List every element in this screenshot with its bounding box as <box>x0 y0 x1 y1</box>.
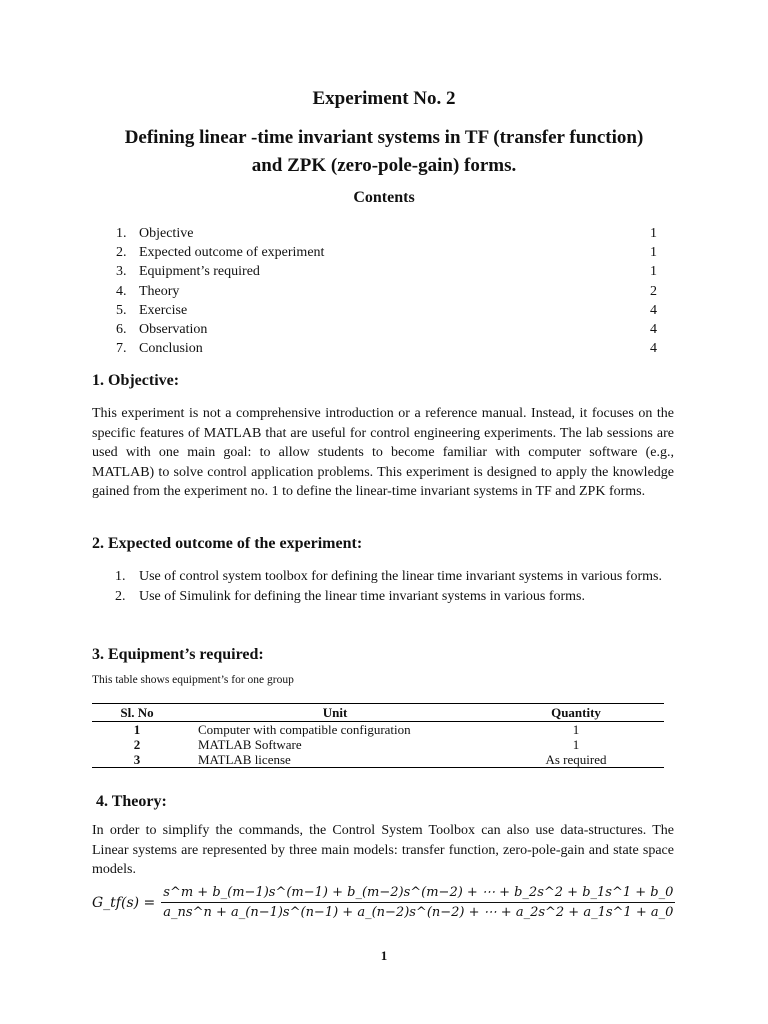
toc-item-label: Observation <box>139 322 208 338</box>
list-item <box>115 568 675 587</box>
list-item-number: 1. <box>115 569 126 584</box>
toc-item-label: Exercise <box>139 302 188 318</box>
cell-quantity: As required <box>488 752 664 768</box>
theory-heading: 4. Theory: <box>96 793 167 810</box>
toc-item-number: 6. <box>116 322 127 338</box>
toc-item-page: 4 <box>650 341 657 357</box>
toc-item-page: 4 <box>650 322 657 338</box>
experiment-title: Experiment No. 2 <box>312 88 456 109</box>
table-of-contents <box>116 224 657 359</box>
toc-item-label: Conclusion <box>139 341 203 357</box>
page-number: 1 <box>380 948 388 963</box>
toc-item-label: Objective <box>139 225 194 241</box>
toc-item-number: 2. <box>116 244 127 260</box>
toc-item-label: Theory <box>139 283 180 299</box>
toc-item-page: 2 <box>650 283 657 299</box>
cell-unit: MATLAB Software <box>198 737 302 752</box>
equation-fraction <box>161 885 675 920</box>
toc-item-number: 3. <box>116 264 127 280</box>
toc-item[interactable] <box>116 340 657 359</box>
table-row <box>92 722 664 738</box>
table-header-row <box>92 704 664 722</box>
equipment-table <box>92 703 664 768</box>
cell-slno: 3 <box>92 752 182 768</box>
toc-item-page: 4 <box>650 302 657 318</box>
equation-numerator: s^m + b_(m−1)s^(m−1) + b_(m−2)s^(m−2) + ⋯ + b_2s^2 + b_1s^1 + b_0 <box>161 885 675 903</box>
objective-heading: 1. Objective: <box>92 372 180 389</box>
equation-lhs: G_tf(s) = <box>92 894 156 911</box>
toc-item[interactable] <box>116 282 657 301</box>
objective-paragraph: This experiment is not a comprehensive introduction or a reference manual. Instead, it focuses on the specific features of MATLAB that are useful for control engineering experiments. The lab sessions are used with one main goal: to allow students to become familiar with computer software (e.g., MATLAB) to solve control application problems. This experiment is designed to apply the knowledge gained from the experiment no. 1 to define the linear-time invariant systems in TF and ZPK forms. <box>92 406 674 499</box>
column-header-quantity: Quantity <box>488 704 664 722</box>
toc-item-page: 1 <box>650 225 657 241</box>
toc-item[interactable] <box>116 263 657 282</box>
toc-item-label: Expected outcome of experiment <box>139 244 325 260</box>
toc-item-page: 1 <box>650 264 657 280</box>
toc-item[interactable] <box>116 301 657 320</box>
toc-item-page: 1 <box>650 244 657 260</box>
equipment-heading: 3. Equipment’s required: <box>92 646 264 663</box>
cell-quantity: 1 <box>572 737 580 752</box>
column-header-unit: Unit <box>182 704 488 722</box>
table-row <box>92 752 664 768</box>
toc-item-number: 7. <box>116 341 127 357</box>
toc-item-label: Equipment’s required <box>139 264 260 280</box>
experiment-subtitle <box>0 124 768 180</box>
toc-item-number: 5. <box>116 302 127 318</box>
transfer-function-equation <box>92 885 675 920</box>
list-item-number: 2. <box>115 588 126 604</box>
cell-slno: 1 <box>133 722 141 737</box>
toc-item[interactable] <box>116 224 657 243</box>
table-caption: This table shows equipment’s for one group <box>92 674 294 686</box>
toc-item[interactable] <box>116 243 657 262</box>
column-header-slno: Sl. No <box>92 704 182 722</box>
equation-denominator: a_ns^n + a_(n−1)s^(n−1) + a_(n−2)s^(n−2) + ⋯ + a_2s^2 + a_1s^1 + a_0 <box>163 905 674 920</box>
cell-quantity: 1 <box>572 722 580 737</box>
list-item <box>115 588 675 607</box>
subtitle-line-1: Defining linear -time invariant systems in TF (transfer function) <box>124 127 644 148</box>
contents-heading: Contents <box>353 189 415 206</box>
list-item-text: Use of control system toolbox for defining the linear time invariant systems in various forms. <box>139 569 662 584</box>
table-row <box>92 737 664 752</box>
cell-slno: 2 <box>133 737 141 752</box>
subtitle-line-2: and ZPK (zero-pole-gain) forms. <box>251 155 517 176</box>
toc-item-number: 1. <box>116 225 127 241</box>
outcome-heading: 2. Expected outcome of the experiment: <box>92 535 363 552</box>
cell-unit: Computer with compatible configuration <box>198 722 411 737</box>
theory-paragraph: In order to simplify the commands, the Control System Toolbox can also use data-structures. The Linear systems are represented by three main models: transfer function, zero-pole-gain and state space models. <box>92 823 674 877</box>
list-item-text: Use of Simulink for defining the linear time invariant systems in various forms. <box>139 588 585 604</box>
toc-item[interactable] <box>116 320 657 339</box>
cell-unit: MATLAB license <box>182 752 488 768</box>
toc-item-number: 4. <box>116 283 127 299</box>
outcome-list <box>115 568 675 607</box>
